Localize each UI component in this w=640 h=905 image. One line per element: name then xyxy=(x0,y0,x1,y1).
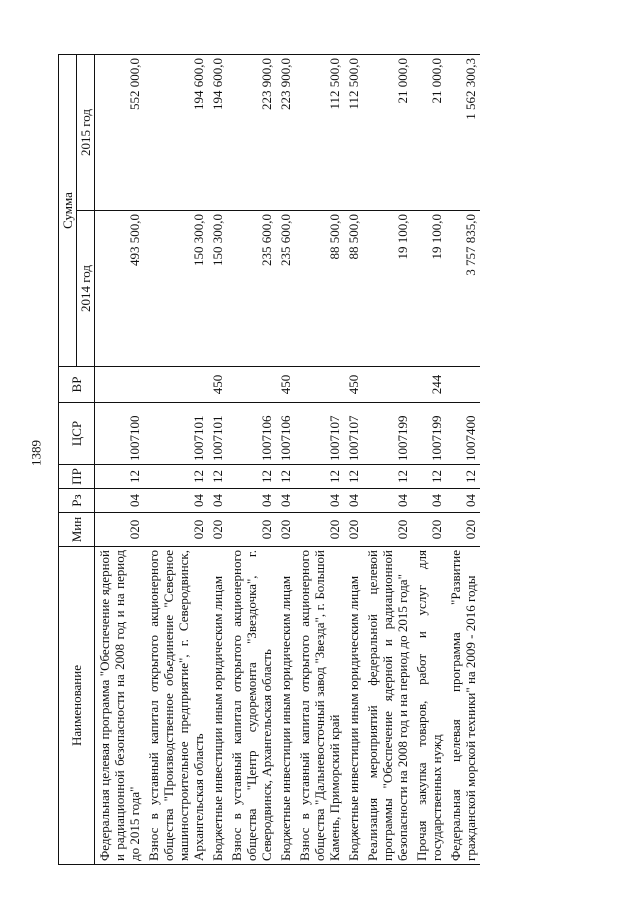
cell-name: Федеральная целевая программа "Развитие гражданской морской техники" на 2009 - 2016 годы xyxy=(446,547,480,865)
cell-y2014: 235 600,0 xyxy=(227,211,276,367)
cell-vr xyxy=(227,367,276,403)
cell-y2014: 19 100,0 xyxy=(412,211,446,367)
cell-rz: 04 xyxy=(446,489,480,513)
header-2014: 2014 год xyxy=(77,211,95,367)
cell-y2014: 150 300,0 xyxy=(208,211,227,367)
cell-name: Реализация мероприятий федеральной целевой программы "Обеспечение ядерной и радиационной безопасности на 2008 год и на период до 2015 года" xyxy=(363,547,412,865)
cell-csr: 1007107 xyxy=(295,403,344,465)
cell-csr: 1007199 xyxy=(363,403,412,465)
cell-csr: 1007199 xyxy=(412,403,446,465)
cell-rz: 04 xyxy=(276,489,295,513)
header-min: Мин xyxy=(59,513,95,547)
cell-y2015: 194 600,0 xyxy=(208,55,227,211)
cell-rz: 04 xyxy=(363,489,412,513)
cell-y2014: 150 300,0 xyxy=(144,211,208,367)
cell-name: Взнос в уставный капитал открытого акционерного общества "Производственное объединение "Северное машиностроительное предприятие", г. Северодвинск, Архангельская область xyxy=(144,547,208,865)
table-body xyxy=(95,55,481,865)
cell-vr xyxy=(95,367,145,403)
cell-y2014: 3 757 835,0 xyxy=(446,211,480,367)
cell-rz: 04 xyxy=(208,489,227,513)
cell-vr: 450 xyxy=(208,367,227,403)
cell-pr: 12 xyxy=(208,465,227,489)
cell-y2014: 88 500,0 xyxy=(295,211,344,367)
cell-min: 020 xyxy=(208,513,227,547)
cell-csr: 1007107 xyxy=(344,403,363,465)
table-row xyxy=(363,55,412,865)
cell-pr: 12 xyxy=(363,465,412,489)
cell-min: 020 xyxy=(446,513,480,547)
cell-name: Взнос в уставный капитал открытого акционерного общества "Дальневосточный завод "Звезда", г. Большой Камень, Приморский край xyxy=(295,547,344,865)
cell-pr: 12 xyxy=(446,465,480,489)
cell-csr: 1007101 xyxy=(208,403,227,465)
cell-y2014: 19 100,0 xyxy=(363,211,412,367)
cell-y2015: 21 000,0 xyxy=(363,55,412,211)
cell-pr: 12 xyxy=(227,465,276,489)
cell-y2015: 112 500,0 xyxy=(295,55,344,211)
cell-y2015: 223 900,0 xyxy=(276,55,295,211)
cell-rz: 04 xyxy=(295,489,344,513)
table-row xyxy=(208,55,227,865)
cell-pr: 12 xyxy=(344,465,363,489)
cell-min: 020 xyxy=(227,513,276,547)
cell-name: Взнос в уставный капитал открытого акционерного общества "Центр судоремонта "Звездочка", г. Северодвинск, Архангельская область xyxy=(227,547,276,865)
cell-y2014: 88 500,0 xyxy=(344,211,363,367)
cell-pr: 12 xyxy=(95,465,145,489)
cell-name: Прочая закупка товаров, работ и услуг для государственных нужд xyxy=(412,547,446,865)
cell-min: 020 xyxy=(295,513,344,547)
table-row xyxy=(95,55,145,865)
page-number: 1389 xyxy=(28,440,44,466)
cell-y2014: 235 600,0 xyxy=(276,211,295,367)
cell-pr: 12 xyxy=(295,465,344,489)
cell-csr: 1007101 xyxy=(144,403,208,465)
cell-pr: 12 xyxy=(276,465,295,489)
rotated-page xyxy=(58,55,613,865)
cell-rz: 04 xyxy=(344,489,363,513)
cell-rz: 04 xyxy=(95,489,145,513)
cell-min: 020 xyxy=(95,513,145,547)
table-header xyxy=(59,55,95,865)
cell-vr xyxy=(363,367,412,403)
cell-csr: 1007400 xyxy=(446,403,480,465)
cell-vr: 450 xyxy=(276,367,295,403)
cell-name: Федеральная целевая программа "Обеспечение ядерной и радиационной безопасности на 2008 год и на период до 2015 года" xyxy=(95,547,145,865)
cell-csr: 1007106 xyxy=(227,403,276,465)
header-sum: Сумма xyxy=(59,55,77,367)
cell-y2015: 194 600,0 xyxy=(144,55,208,211)
cell-y2015: 112 500,0 xyxy=(344,55,363,211)
table-row xyxy=(446,55,480,865)
table-row xyxy=(144,55,208,865)
cell-min: 020 xyxy=(276,513,295,547)
cell-pr: 12 xyxy=(412,465,446,489)
cell-pr: 12 xyxy=(144,465,208,489)
cell-rz: 04 xyxy=(144,489,208,513)
cell-csr: 1007106 xyxy=(276,403,295,465)
cell-y2015: 21 000,0 xyxy=(412,55,446,211)
cell-vr xyxy=(446,367,480,403)
header-rz: Рз xyxy=(59,489,95,513)
header-vr: ВР xyxy=(59,367,95,403)
cell-vr: 450 xyxy=(344,367,363,403)
cell-rz: 04 xyxy=(227,489,276,513)
cell-name: Бюджетные инвестиции иным юридическим лицам xyxy=(208,547,227,865)
cell-rz: 04 xyxy=(412,489,446,513)
cell-min: 020 xyxy=(412,513,446,547)
cell-y2015: 223 900,0 xyxy=(227,55,276,211)
cell-y2014: 493 500,0 xyxy=(95,211,145,367)
cell-name: Бюджетные инвестиции иным юридическим лицам xyxy=(276,547,295,865)
header-name: Наименование xyxy=(59,547,95,865)
cell-vr: 244 xyxy=(412,367,446,403)
table-row xyxy=(344,55,363,865)
table-row xyxy=(276,55,295,865)
table-row xyxy=(412,55,446,865)
header-2015: 2015 год xyxy=(77,55,95,211)
cell-name: Бюджетные инвестиции иным юридическим лицам xyxy=(344,547,363,865)
cell-vr xyxy=(144,367,208,403)
table-row xyxy=(227,55,276,865)
cell-y2015: 552 000,0 xyxy=(95,55,145,211)
cell-y2015: 1 562 300,3 xyxy=(446,55,480,211)
cell-vr xyxy=(295,367,344,403)
budget-table xyxy=(58,54,480,865)
cell-csr: 1007100 xyxy=(95,403,145,465)
cell-min: 020 xyxy=(344,513,363,547)
cell-min: 020 xyxy=(363,513,412,547)
header-csr: ЦСР xyxy=(59,403,95,465)
table-row xyxy=(295,55,344,865)
header-pr: ПР xyxy=(59,465,95,489)
cell-min: 020 xyxy=(144,513,208,547)
